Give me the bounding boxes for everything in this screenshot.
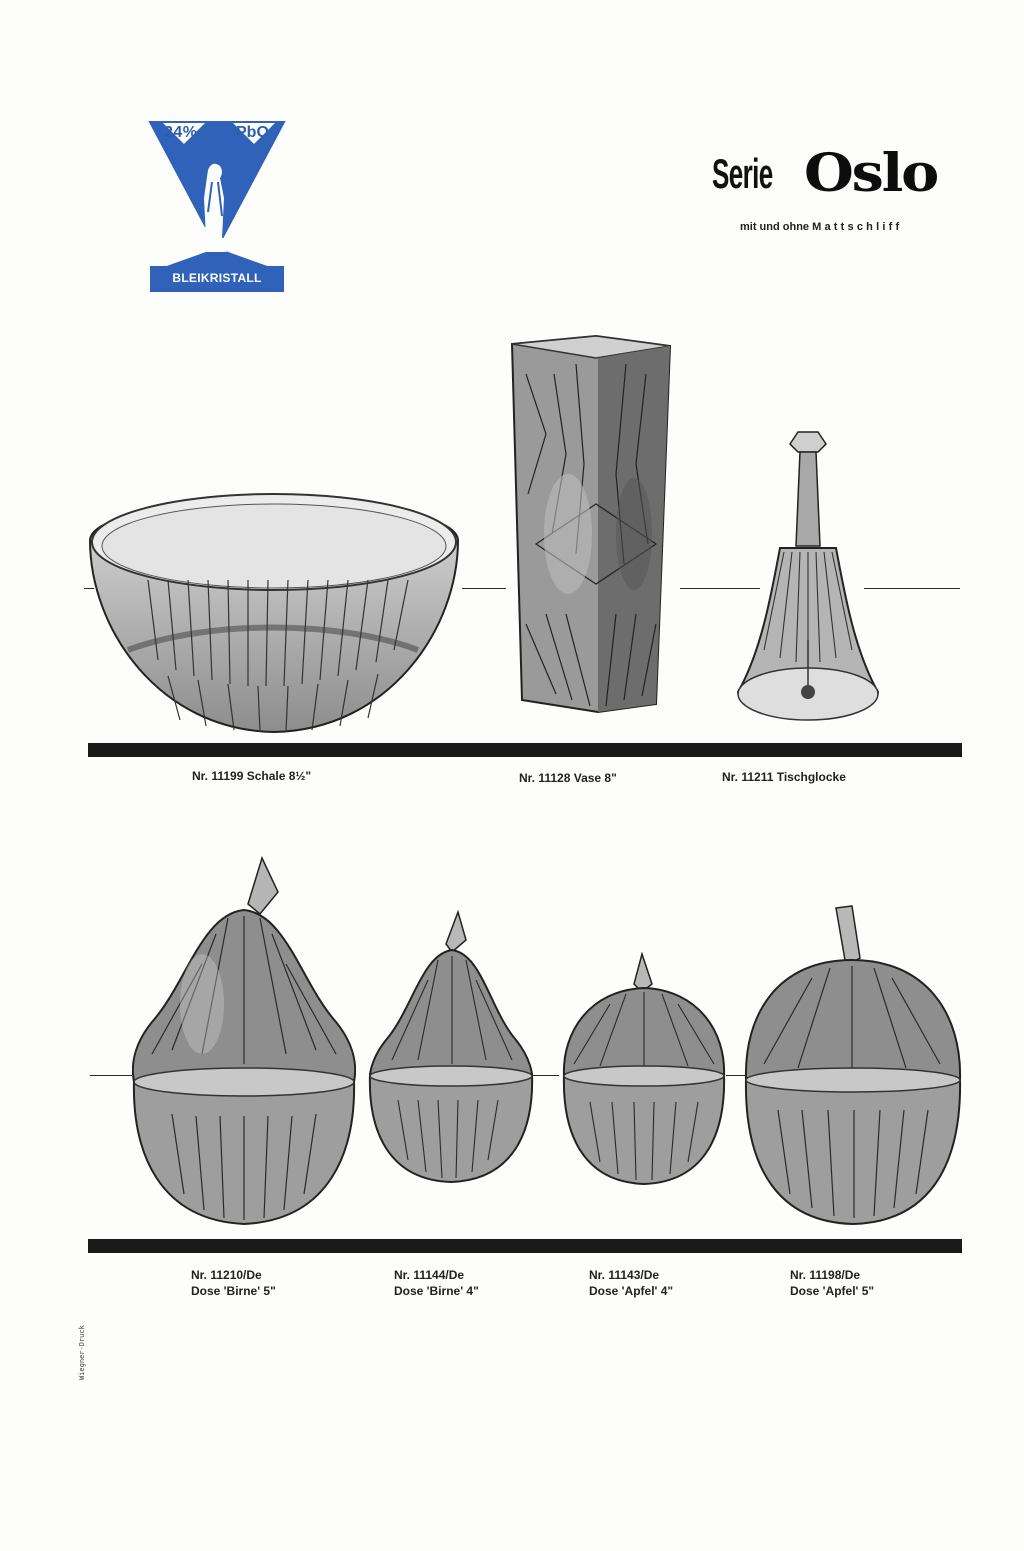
- horizon-line: [533, 1075, 559, 1076]
- vase-icon: [506, 334, 678, 714]
- apple-jar-icon: [560, 952, 728, 1188]
- caption-apple-jar-4: [589, 1267, 673, 1299]
- series-subtitle: [740, 221, 902, 233]
- caption-number: Nr. 11198/De: [790, 1268, 861, 1282]
- horizon-line: [462, 588, 506, 589]
- caption-vase: Nr. 11128 Vase 8": [519, 771, 617, 785]
- subtitle-finish: Mattschliff: [812, 221, 903, 233]
- apple-jar-icon: [742, 904, 964, 1226]
- shelf-row-2: [88, 1239, 962, 1253]
- caption-name: Dose 'Birne' 5": [191, 1284, 276, 1298]
- bleikristall-logo: [148, 120, 286, 294]
- caption-bell: Nr. 11211 Tischglocke: [722, 770, 846, 784]
- caption-name: Dose 'Apfel' 5": [790, 1284, 875, 1298]
- pear-jar-icon: [368, 910, 534, 1186]
- caption-number: Nr. 11210/De: [191, 1268, 262, 1282]
- logo-compound: PbO: [236, 124, 269, 141]
- caption-number: Nr. 11143/De: [589, 1268, 660, 1282]
- caption-pear-jar-4: [394, 1267, 479, 1299]
- caption-number: Nr. 11144/De: [394, 1268, 465, 1282]
- horizon-line: [90, 1075, 132, 1076]
- bell-icon: [728, 430, 888, 730]
- series-prefix: Serie: [712, 150, 773, 197]
- logo-lead-percentage: 24%: [164, 124, 198, 141]
- caption-apple-jar-5: [790, 1267, 874, 1299]
- subtitle-lead: mit und ohne: [740, 221, 810, 233]
- bowl-icon: [88, 480, 460, 740]
- logo-brand-name: BLEIKRISTALL: [172, 271, 262, 285]
- caption-pear-jar-5: [191, 1267, 276, 1299]
- series-name: Oslo: [804, 143, 938, 204]
- pear-jar-icon: [132, 854, 356, 1228]
- caption-name: Dose 'Birne' 4": [394, 1284, 479, 1298]
- caption-bowl: Nr. 11199 Schale 8½": [192, 769, 312, 783]
- caption-name: Dose 'Apfel' 4": [589, 1284, 674, 1298]
- printer-mark: Wiegner-Druck: [78, 1325, 86, 1380]
- shelf-row-1: [88, 743, 962, 757]
